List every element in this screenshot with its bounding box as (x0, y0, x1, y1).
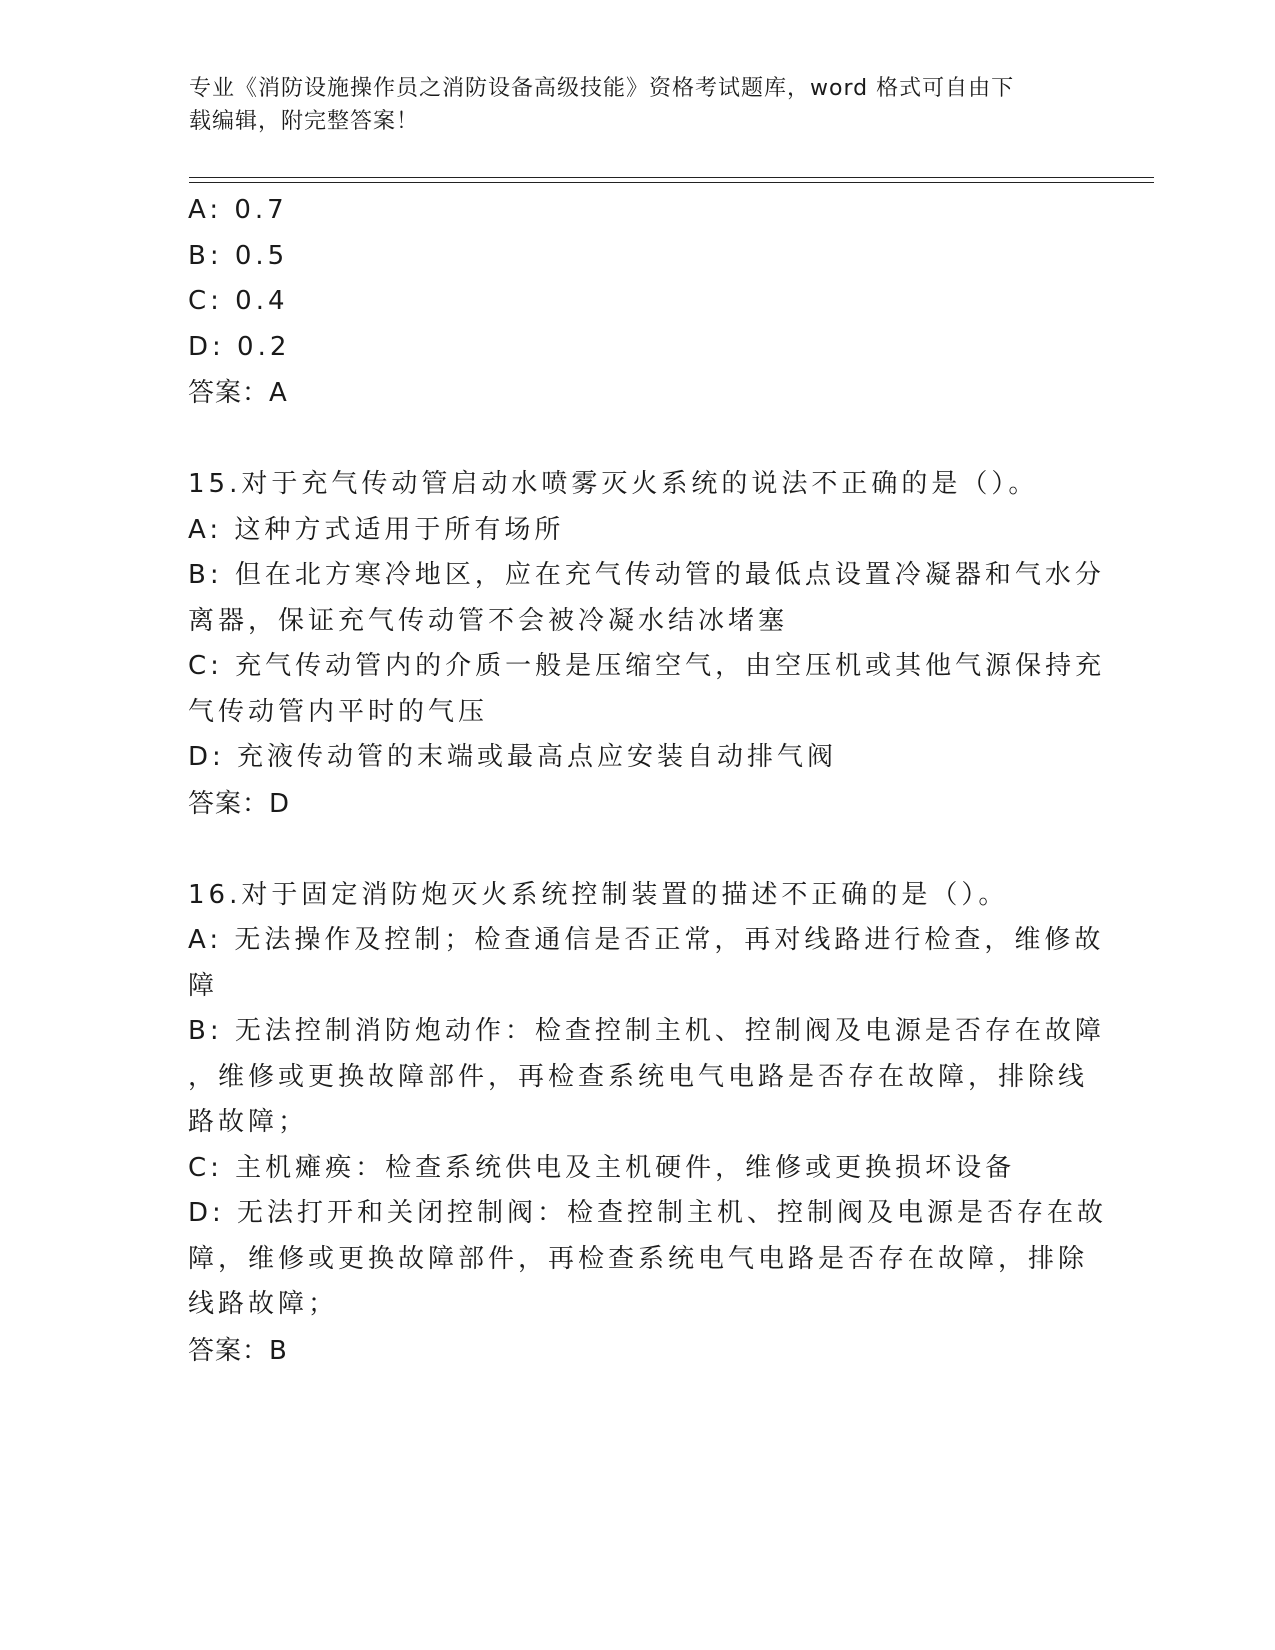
option-d-line-2: 障，维修或更换故障部件，再检查系统电气电路是否存在故障，排除 (188, 1243, 1089, 1274)
document-header (189, 72, 1089, 138)
option-a: A: 0.7 (188, 195, 288, 225)
option-b: B: 0.5 (188, 240, 289, 271)
option-b-line-3: 路故障； (188, 1107, 309, 1137)
option-c: C: 0.4 (188, 286, 289, 316)
answer: 答案：A (188, 378, 288, 408)
option-b-line-1: B: 但在北方寒冷地区，应在充气传动管的最低点设置冷凝器和气水分 (188, 560, 1105, 590)
option-a-line-1: A: 无法操作及控制；检查通信是否正常，再对线路进行检查，维修故 (188, 925, 1105, 955)
answer: 答案：D (188, 788, 291, 819)
question-15 (188, 462, 1106, 827)
option-c: C: 主机瘫痪：检查系统供电及主机硬件，维修或更换损坏设备 (188, 1152, 1016, 1183)
option-d: D: 充液传动管的末端或最高点应安装自动排气阀 (188, 742, 838, 772)
question-16 (188, 873, 1108, 1374)
question-content (188, 188, 1108, 1374)
option-a: A: 这种方式适用于所有场所 (188, 514, 565, 545)
option-d-line-1: D: 无法打开和关闭控制阀：检查控制主机、控制阀及电源是否存在故 (188, 1198, 1108, 1228)
option-c-line-1: C: 充气传动管内的介质一般是压缩空气，由空压机或其他气源保持充 (188, 651, 1106, 681)
header-divider-top (189, 177, 1154, 178)
option-c-line-2: 气传动管内平时的气压 (188, 696, 489, 727)
question-text: 15.对于充气传动管启动水喷雾灭火系统的说法不正确的是（）。 (188, 469, 1039, 499)
question-text: 16.对于固定消防炮灭火系统控制装置的描述不正确的是（）。 (188, 879, 1009, 910)
option-b-line-2: 离器，保证充气传动管不会被冷凝水结冰堵塞 (188, 605, 789, 636)
option-d: D: 0.2 (188, 331, 291, 362)
option-a-line-2: 障 (188, 970, 219, 1001)
header-divider-bottom (189, 182, 1154, 183)
option-b-line-1: B: 无法控制消防炮动作：检查控制主机、控制阀及电源是否存在故障 (188, 1016, 1105, 1046)
question-14-options (188, 188, 1088, 416)
header-line-1: 专业《消防设施操作员之消防设备高级技能》资格考试题库，word 格式可自由下 (189, 76, 1015, 101)
option-b-line-2: ，维修或更换故障部件，再检查系统电气电路是否存在故障，排除线 (188, 1061, 1089, 1092)
header-line-2: 载编辑，附完整答案！ (189, 109, 420, 134)
answer: 答案：B (188, 1335, 288, 1366)
option-d-line-3: 线路故障； (188, 1289, 339, 1319)
